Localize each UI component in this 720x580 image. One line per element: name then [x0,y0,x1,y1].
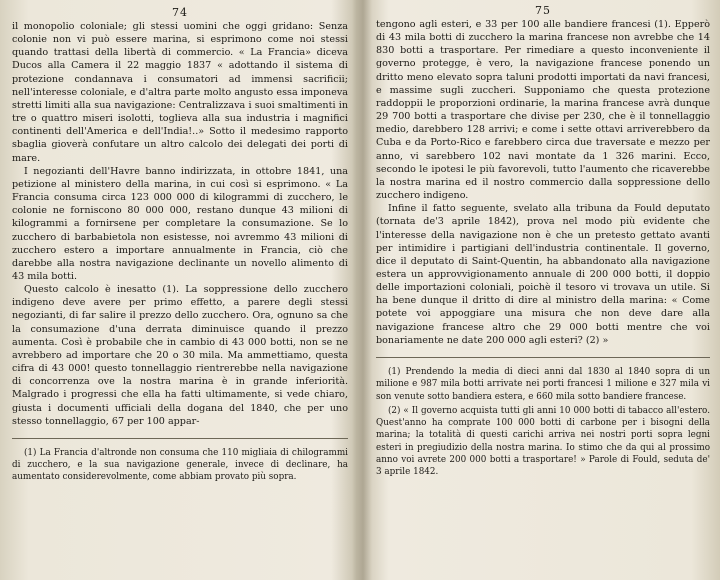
paragraph: il monopolio coloniale; gli stessi uomini che oggi gridano: Senza colonie non vi può essere marina, si esprimono come noi stessi quando trattasi della libertà di commercio. « La Francia» diceva Ducos alla Camera il 22 maggio 1837 « adottando il sistema di protezione condannava i consumatori ad immensi sacrificii; nell'interesse coloniale, e d'altra parte molto angusto essa imponeva stretti limiti alla sua navigazione: Centralizzava i suoi smaltimenti in tre o quattro miseri isolotti, toglieva alla sua industria i magnifici continenti dell'America e dell'India!..» Sotto il medesimo rapporto sbaglia gioverà confutare un altro calcolo dei delegati dei porti di mare. [12,21,348,164]
page-body [12,20,348,428]
paragraph: Questo calcolo è inesatto (1). La soppressione dello zucchero indigeno deve avere per primo effetto, a parere degli stessi negozianti, di far salire il prezzo dello zucchero. Ora, ognuno sa che la consumazione d'una derrata diminuisce quando il prezzo aumenta. Così è probabile che in cambio di 43 000 botti, non se ne avrebbero ad importare che 20 o 30 mila. Ma ammettiamo, questa cifra di 43 000! questo tonnellaggio rientrerebbe nella navigazione di concorrenza ove la nostra marina è in grande inferiorità. Malgrado i progressi che ella ha fatti ultimamente, si vede chiaro, giusta i documenti ufficiali della dogana del 1840, che per uno stesso tonnellaggio, 67 per 100 appar- [12,284,348,427]
page-body [376,18,710,347]
paragraph: I negozianti dell'Havre banno indirizzata, in ottobre 1841, una petizione al ministero della marina, in cui così si esprimono. « La Francia consuma circa 123 000 000 di kilogrammi di zucchero, le colonie ne forniscono 80 000 000, restano dunque 43 milioni di kilogrammi a fornirsene per completare la consumazione. Se lo zucchero di barbabietola non esistesse, noi avremmo 43 milioni di zucchero estero a importare annualmente in Francia, ciò che darebbe alla nostra navigazione declinante un novello alimento di 43 mila botti. [12,165,348,282]
footnotes [12,447,348,484]
footnote: (1) Prendendo la media di dieci anni dal 1830 al 1840 sopra di un milione e 987 mila botti arrivate nei porti francesi 1 milione e 327 mila vi son venute sotto bandiera estera, e 660 mila sotto bandiere francese. [376,366,710,402]
paragraph: tengono agli esteri, e 33 per 100 alle bandiere francesi (1). Epperò di 43 mila botti di zucchero la marina francese non avrebbe che 14 830 botti a trasportare. Per rimediare a questo inconveniente il governo protegge, è vero, la navigazione francese ponendo un dritto meno elevato sopra taluni prodotti importati da navi francesi, e massime sugli zuccheri. Supponiamo che questa protezione raddoppii le proporzioni ordinarie, la marina francese avrà dunque 29 700 botti a trasportare che divise per 230, che è il tonnellaggio medio, darebbero 128 arrivi; e come i sette ottavi arriverebbero da Cuba e da Porto-Rico e farebbero circa due traversate e mezzo per anno, vi sarebbero 102 navi montate da 1 326 marini. Ecco, secondo le ipotesi le più favorevoli, tutto l'aumento che ricaverebbe la nostra marina ed il nostro commercio dalla soppressione dello zucchero indigeno. [376,19,710,202]
page-number: 75 [535,4,551,17]
footnote-divider [12,438,348,439]
right-page [362,0,720,580]
page-number: 74 [172,6,188,19]
footnote: (1) La Francia d'altronde non consuma che 110 migliaia di chilogrammi di zucchero, e la sua navigazione generale, invece di declinare, ha aumentato considerevolmente, come abbiam provato più sopra. [12,447,348,483]
footnote: (2) « Il governo acquista tutti gli anni 10 000 botti di tabacco all'estero. Quest'anno ha comprate 100 000 botti di carbone per i bisogni della marina; la totalità di questi carichi arriva nei nostri porti sopra legni esteri in pregiudizio della nostra marina. Io stimo che da qui al prossimo anno voi avrete 200 000 botti a trasportare! » Parole di Fould, seduta de' 3 aprile 1842. [376,405,710,478]
footnotes [376,366,710,479]
footnote-divider [376,357,710,358]
paragraph: Infine il fatto seguente, svelato alla tribuna da Fould deputato (tornata de'3 aprile 1842), prova nel modo più evidente che l'interesse della navigazione non è che un pretesto gettato avanti per intimidire i partigiani dell'industria continentale. Il governo, dice il deputato di Saint-Quentin, ha abbandonato alla navigazione estera un approvvigionamento annuale di 200 000 botti, il doppio delle importazioni coloniali, poichè il tesoro vi trovava un utile. Si ha bene dunque il dritto di dire al ministro della marina: « Come potete voi appoggiare una misura che non deve dare alla navigazione francese altro che 29 000 botti mentre che voi bonariamente ne date 200 000 agli esteri? (2) » [376,203,710,346]
